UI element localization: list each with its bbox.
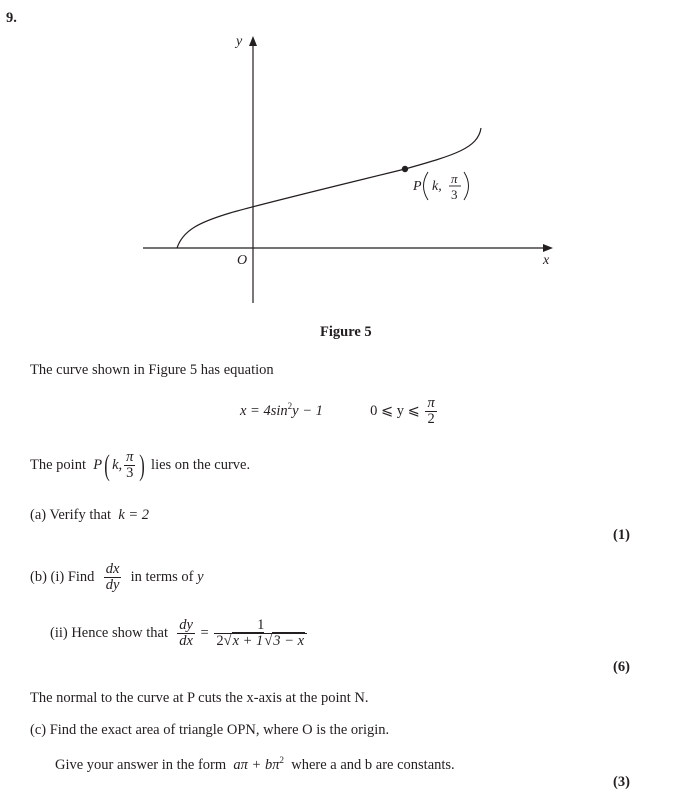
part-b-i xyxy=(30,562,204,593)
part-a-expr: k = 2 xyxy=(118,507,150,523)
equation-power: 2 xyxy=(287,401,293,412)
equation-lhs: x = 4sin xyxy=(240,403,288,420)
x-axis-label: x xyxy=(543,253,550,268)
y-axis-label: y xyxy=(236,34,243,49)
point-statement-k: k, xyxy=(112,457,123,474)
equation-domain-fraction xyxy=(425,396,436,427)
equation-domain: 0 ⩽ y ⩽ xyxy=(370,403,420,420)
point-p-label: P xyxy=(413,179,422,194)
result-denominator: 2√x + 1√3 − x xyxy=(216,633,305,650)
dy-numerator: dy xyxy=(179,617,193,633)
root-x-plus-1: x + 1 xyxy=(232,633,264,650)
figure-5-graph xyxy=(0,0,678,320)
part-b-ii-label: (ii) Hence show that xyxy=(50,625,168,642)
part-b-i-label: (b) (i) Find xyxy=(30,569,95,586)
point-statement-pi: π xyxy=(126,449,134,465)
point-label-left-paren xyxy=(424,172,429,200)
part-b-i-var: y xyxy=(197,569,204,586)
part-a xyxy=(30,507,149,524)
part-c-line1: (c) Find the exact area of triangle OPN, where O is the origin. xyxy=(30,722,390,738)
point-statement-suffix: lies on the curve. xyxy=(151,457,251,474)
x-axis-arrowhead xyxy=(543,244,553,252)
part-c-line2 xyxy=(55,755,455,774)
y-axis-arrowhead xyxy=(249,36,257,46)
question-number: 9. xyxy=(6,10,17,26)
figure-caption: Figure 5 xyxy=(320,324,372,340)
point-statement-three: 3 xyxy=(126,465,134,482)
intro-text: The curve shown in Figure 5 has equation xyxy=(30,362,274,378)
origin-label: O xyxy=(237,253,248,268)
point-label-k: k, xyxy=(432,179,442,194)
point-statement-p: P xyxy=(93,457,103,474)
point-label-pi: π xyxy=(451,171,458,186)
dx-dy-fraction xyxy=(104,562,122,593)
result-fraction xyxy=(214,618,307,649)
domain-denominator: 2 xyxy=(427,411,435,428)
point-label-three: 3 xyxy=(451,187,458,202)
part-c-form-power: 2 xyxy=(279,755,284,765)
part-c-line2-prefix: Give your answer in the form xyxy=(55,756,227,773)
result-denominator-two: 2 xyxy=(216,633,224,650)
domain-numerator: π xyxy=(427,395,435,411)
part-b-marks: (6) xyxy=(613,659,630,675)
point-statement: The point P( k, $\frac{\pi}{3}$ ) lies on the curve. xyxy=(30,448,251,482)
dx-numerator: dx xyxy=(105,561,120,577)
normal-statement: The normal to the curve at P cuts the x-axis at the point N. xyxy=(30,690,369,706)
part-a-label: (a) Verify that xyxy=(30,507,112,523)
part-b-ii: (ii) Hence show that $\frac{dy}{dx}$ = $\frac{1}{2√x + 1√3 - x}$ xyxy=(50,618,309,649)
dx-denominator: dx xyxy=(179,633,193,650)
equation-mid: y − 1 xyxy=(292,403,323,420)
part-c-marks: (3) xyxy=(613,774,630,790)
curve-equation xyxy=(240,396,439,427)
root-3-minus-x: 3 − x xyxy=(273,633,305,650)
dy-dx-fraction xyxy=(177,618,195,649)
part-c-form: aπ + bπ xyxy=(233,756,280,773)
part-a-marks: (1) xyxy=(613,527,630,543)
part-b-i-suffix: in terms of xyxy=(130,569,194,586)
point-statement-fraction xyxy=(124,450,135,481)
point-statement-prefix: The point xyxy=(30,457,86,474)
part-c-line2-suffix: where a and b are constants. xyxy=(291,756,455,773)
result-numerator: 1 xyxy=(214,618,307,634)
dy-denominator: dy xyxy=(105,577,120,594)
point-p-marker xyxy=(402,166,408,172)
point-label-right-paren xyxy=(464,172,469,200)
